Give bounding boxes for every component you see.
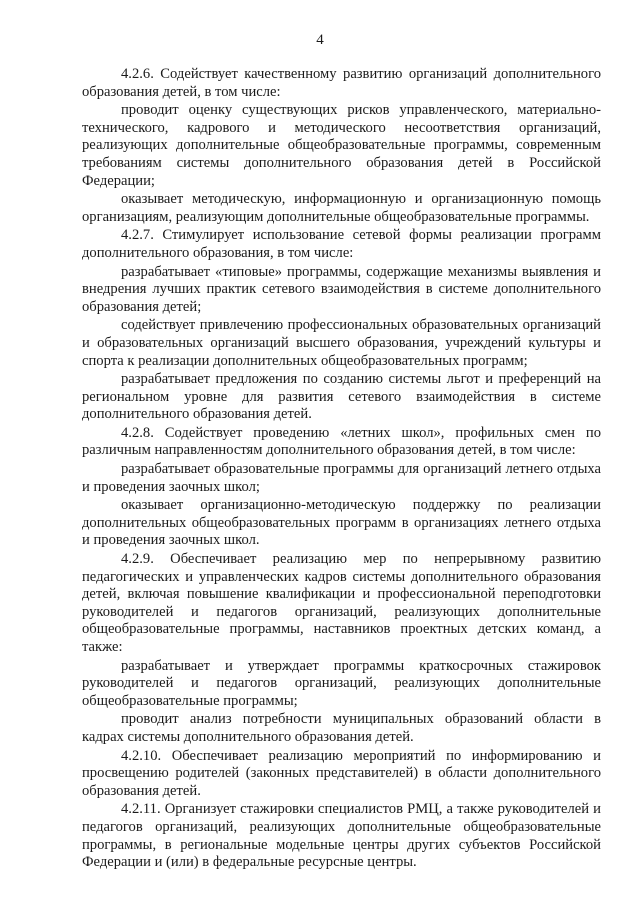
paragraph-4-2-6: 4.2.6. Содействует качественному развитию организаций дополнительного образования детей, в том числе: xyxy=(82,66,601,100)
paragraph-typical-programs: разрабатывает «типовые» программы, содержащие механизмы выявления и внедрения лучших практик сетевого взаимодействия в системе дополнительного образования детей; xyxy=(82,263,601,315)
paragraph-summer-support: оказывает организационно-методическую поддержку по реализации дополнительных общеобразовательных программ в организациях летнего отдыха и проведения заочных школ. xyxy=(82,497,601,549)
paragraph-internships-programs: разрабатывает и утверждает программы краткосрочных стажировок руководителей и педагогов организаций, реализующих дополнительные общеобразовательные программы; xyxy=(82,657,601,709)
paragraph-4-2-9: 4.2.9. Обеспечивает реализацию мер по непрерывному развитию педагогических и управленческих кадров системы дополнительного образования детей, включая повышение квалификации и профессиональной переподготовки руководителей и педагогов организаций, реализующих дополнительные общеобразовательные программы, наставников проектных детских команд, а также: xyxy=(82,551,601,655)
paragraph-involvement: содействует привлечению профессиональных образовательных организаций и образовательных организаций высшего образования, учреждений культуры и спорта к реализации дополнительных общеобразовательных программ; xyxy=(82,317,601,369)
paragraph-staff-analysis: проводит анализ потребности муниципальных образований области в кадрах системы дополнительного образования детей. xyxy=(82,711,601,745)
paragraph-benefits: разрабатывает предложения по созданию системы льгот и преференций на региональном уровне для развития сетевого взаимодействия в системе дополнительного образования детей. xyxy=(82,371,601,423)
paragraph-4-2-11: 4.2.11. Организует стажировки специалистов РМЦ, а также руководителей и педагогов организаций, реализующих дополнительные общеобразовательные программы, в региональные модельные центры других субъектов Российской Федерации и (или) в федеральные ресурсные центры. xyxy=(82,801,601,871)
paragraph-methodical-help: оказывает методическую, информационную и организационную помощь организациям, реализующим дополнительные общеобразовательные программы. xyxy=(82,191,601,225)
document-body xyxy=(82,66,601,873)
page-number: 4 xyxy=(316,32,324,48)
paragraph-4-2-7: 4.2.7. Стимулирует использование сетевой формы реализации программ дополнительного образования, в том числе: xyxy=(82,227,601,261)
paragraph-risk-assessment: проводит оценку существующих рисков управленческого, материально-технического, кадрового и методического несоответствия организаций, реализующих дополнительные общеобразовательные программы, современным требованиям системы дополнительного образования детей в Российской Федерации; xyxy=(82,102,601,189)
paragraph-summer-programs: разрабатывает образовательные программы для организаций летнего отдыха и проведения заочных школ; xyxy=(82,461,601,495)
paragraph-4-2-8: 4.2.8. Содействует проведению «летних школ», профильных смен по различным направленностям дополнительного образования детей, в том числе: xyxy=(82,424,601,459)
paragraph-4-2-10: 4.2.10. Обеспечивает реализацию мероприятий по информированию и просвещению родителей (законных представителей) в области дополнительного образования детей. xyxy=(82,747,601,799)
